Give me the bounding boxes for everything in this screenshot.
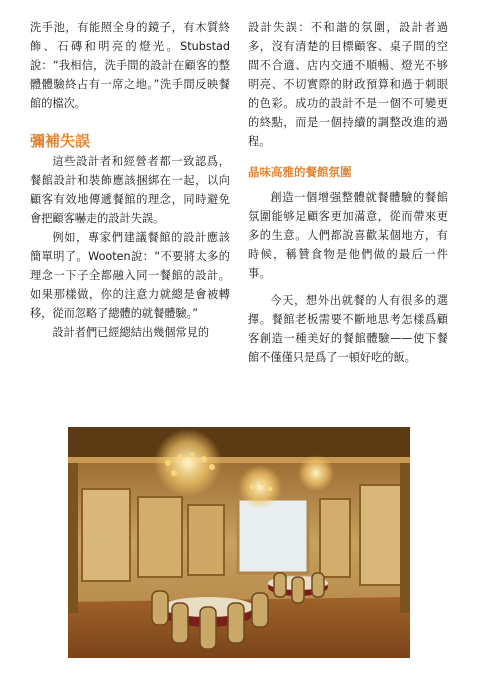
subsection-heading: 晶味高雅的餐館氛圍 xyxy=(248,165,352,179)
left-paragraph-2: 這些設計者和經營者都一致認爲，餐館設計和裝飾應該捆綁在一起，以向顧客有效地傳遞餐館的理念，同時避免會把顧客嚇走的設計失誤。 xyxy=(30,155,230,225)
restaurant-dining-room-photo xyxy=(68,427,410,658)
left-paragraph-1: 洗手池，有能照全身的鏡子，有木質終飾、石磚和明亮的燈光。Stubstad說：“我相信，洗手間的設計在顧客的整體體驗終占有一席之地。”洗手間反映餐館的檔次。 xyxy=(30,21,230,110)
section-heading: 彌補失誤 xyxy=(30,132,91,150)
right-paragraph-1: 設計失誤：不和諧的氛圍，設計者過多，沒有清楚的目標顧客、桌子間的空間不合適、店内交通不順暢、燈光不够明亮、不切實際的財政預算和過于刺眼的色彩。成功的設計不是一個不可變更的終點，而是一個持續的調整改進的過程。 xyxy=(248,21,448,148)
left-paragraph-4: 設計者們已經總結出幾個常見的 xyxy=(52,326,210,339)
left-paragraph-3: 例如，專家們建議餐館的設計應該簡單明了。Wooten說：“不要將太多的理念一下子全都融入同一餐館的設計。如果那樣做，你的注意力就總是會被轉移，從而忽略了總體的就餐體驗。” xyxy=(30,231,230,320)
dining-room-illustration xyxy=(68,427,410,658)
left-column xyxy=(30,18,230,342)
right-column xyxy=(248,18,448,367)
right-paragraph-2: 創造一個增强整體就餐體驗的餐館氛圍能够足顧客更加滿意，從而帶來更多的生意。人們都說喜歡某個地方，有時候，稱贊食物是他們做的最后一件事。 xyxy=(248,191,448,280)
right-paragraph-3: 今天，想外出就餐的人有很多的選擇。餐館老板需要不斷地思考怎樣爲顧客創造一種美好的餐館體驗——使下餐館不僅僅只是爲了一頓好吃的飯。 xyxy=(248,294,448,364)
